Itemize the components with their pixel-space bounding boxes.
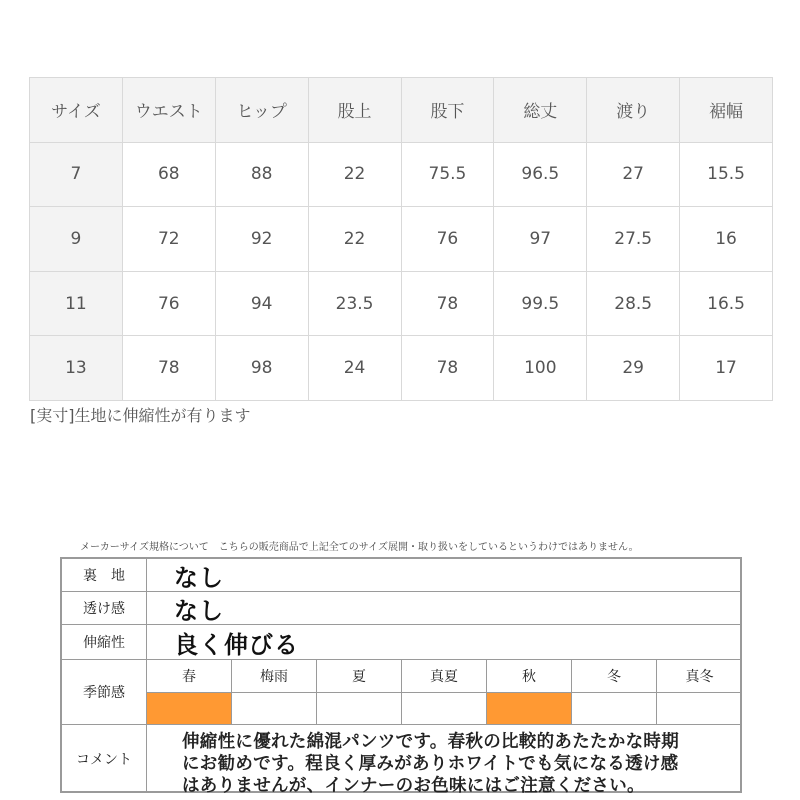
season-name: 夏: [317, 660, 402, 693]
season-name: 春: [147, 660, 232, 693]
spec-row-lining: [62, 559, 740, 592]
table-cell: 98: [215, 336, 308, 401]
season-mark: [572, 693, 657, 724]
table-cell: 78: [401, 271, 494, 336]
season-mark: [317, 693, 402, 724]
sheer-label: 透け感: [62, 592, 147, 624]
header-total-length: 総丈: [494, 78, 587, 143]
table-cell: 97: [494, 207, 587, 272]
table-cell: 27: [587, 142, 680, 207]
season-mark: [232, 693, 317, 724]
table-cell: 76: [122, 271, 215, 336]
table-cell: 16.5: [680, 271, 773, 336]
table-row: [30, 271, 773, 336]
lining-value: なし: [174, 563, 224, 592]
header-hip: ヒップ: [215, 78, 308, 143]
table-cell: 27.5: [587, 207, 680, 272]
table-cell: 22: [308, 142, 401, 207]
spec-row-stretch: [62, 625, 740, 660]
header-rise: 股上: [308, 78, 401, 143]
season-mark: [402, 693, 487, 724]
size-cell: 7: [30, 142, 123, 207]
season-name: 真夏: [402, 660, 487, 693]
comment-line: はありませんが、インナーのお色味にはご注意ください。: [182, 776, 645, 796]
table-cell: 78: [401, 336, 494, 401]
header-hem-width: 裾幅: [680, 78, 773, 143]
table-cell: 24: [308, 336, 401, 401]
sheer-value: なし: [174, 596, 224, 625]
comment-text: [182, 731, 732, 797]
table-cell: 68: [122, 142, 215, 207]
table-cell: 15.5: [680, 142, 773, 207]
table-cell: 78: [122, 336, 215, 401]
comment-line: にお勧めです。程良く厚みがありホワイトでも気になる透け感: [182, 754, 679, 774]
size-table-header-row: [30, 78, 773, 143]
spec-row-season: [62, 660, 740, 725]
comment-label: コメント: [62, 725, 147, 793]
size-cell: 9: [30, 207, 123, 272]
stretch-value: 良く伸びる: [174, 630, 299, 659]
comment-line: 伸縮性に優れた綿混パンツです。春秋の比較的あたたかな時期: [182, 732, 679, 752]
spec-box: [60, 557, 742, 796]
header-waist: ウエスト: [122, 78, 215, 143]
spec-row-sheer: [62, 592, 740, 625]
table-row: [30, 336, 773, 401]
table-cell: 17: [680, 336, 773, 401]
maker-size-note: メーカーサイズ規格について こちらの販売商品で上記全てのサイズ展開・取り扱いをしているというわけではありません。: [80, 542, 639, 553]
season-name: 真冬: [657, 660, 742, 693]
season-label: 季節感: [62, 660, 147, 724]
size-note: [実寸]生地に伸縮性が有ります: [30, 406, 251, 425]
header-size: サイズ: [30, 78, 123, 143]
table-row: [30, 207, 773, 272]
header-inseam: 股下: [401, 78, 494, 143]
season-grid: [147, 660, 740, 724]
size-cell: 13: [30, 336, 123, 401]
season-name: 秋: [487, 660, 572, 693]
header-thigh: 渡り: [587, 78, 680, 143]
season-mark-active: [487, 693, 572, 724]
season-mark: [657, 693, 742, 724]
table-cell: 92: [215, 207, 308, 272]
lining-label: 裏 地: [62, 559, 147, 591]
table-cell: 29: [587, 336, 680, 401]
table-cell: 22: [308, 207, 401, 272]
table-cell: 76: [401, 207, 494, 272]
table-cell: 94: [215, 271, 308, 336]
table-cell: 16: [680, 207, 773, 272]
spec-row-comment: [62, 725, 740, 796]
table-cell: 88: [215, 142, 308, 207]
table-cell: 28.5: [587, 271, 680, 336]
table-cell: 72: [122, 207, 215, 272]
table-cell: 23.5: [308, 271, 401, 336]
table-cell: 75.5: [401, 142, 494, 207]
table-row: [30, 142, 773, 207]
size-table: [29, 77, 773, 401]
table-cell: 100: [494, 336, 587, 401]
stretch-label: 伸縮性: [62, 625, 147, 659]
size-cell: 11: [30, 271, 123, 336]
season-mark-active: [147, 693, 232, 724]
season-name: 冬: [572, 660, 657, 693]
table-cell: 99.5: [494, 271, 587, 336]
season-name: 梅雨: [232, 660, 317, 693]
table-cell: 96.5: [494, 142, 587, 207]
